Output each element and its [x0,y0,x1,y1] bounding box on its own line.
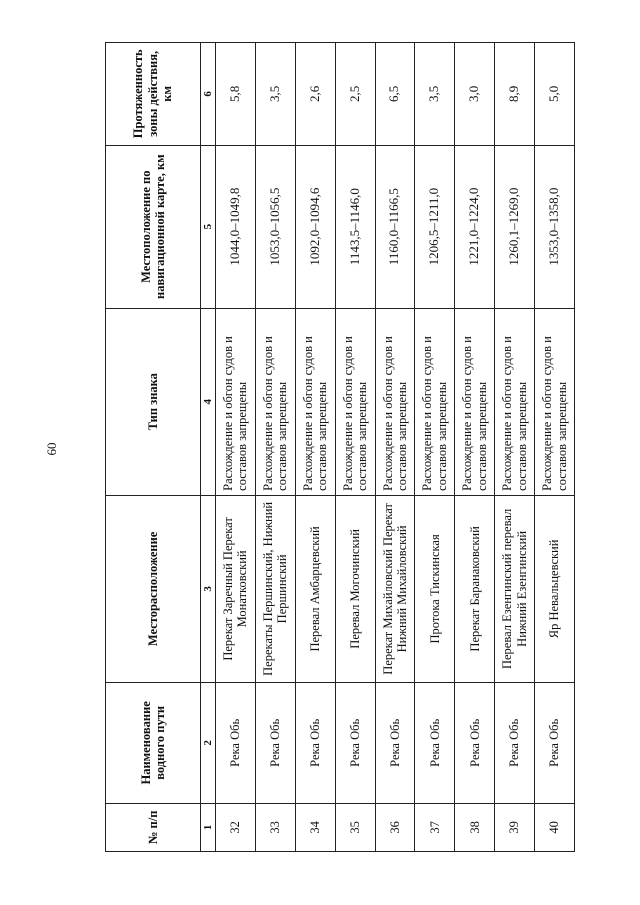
sign-type-cell: Расхождение и обгон судов и составов запрещены [415,308,455,495]
table-row [375,43,415,852]
chart-km-cell: 1221,0–1224,0 [455,145,495,308]
waterway-cell: Река Обь [535,682,575,803]
location-cell: Перевал Езенгинский перевал Нижний Езенгинский [495,495,535,682]
header-number: № п/п [106,803,201,851]
row-number: 36 [375,803,415,851]
length-km-cell: 5,8 [216,43,256,146]
table-row [216,43,256,852]
waterway-cell: Река Обь [255,682,295,803]
length-km-cell: 5,0 [535,43,575,146]
table-row [495,43,535,852]
table-row [455,43,495,852]
waterway-cell: Река Обь [335,682,375,803]
chart-km-cell: 1143,5–1146,0 [335,145,375,308]
location-cell: Перекат Михайловский Перекат Нижний Михайловский [375,495,415,682]
header-chart-km: Местоположение по навигационной карте, км [106,145,201,308]
chart-km-cell: 1260,1–1269,0 [495,145,535,308]
table-header-row [106,43,201,852]
header-sign-type: Тип знака [106,308,201,495]
sign-type-cell: Расхождение и обгон судов и составов запрещены [216,308,256,495]
length-km-cell: 2,5 [335,43,375,146]
sign-type-cell: Расхождение и обгон судов и составов запрещены [255,308,295,495]
table-row [255,43,295,852]
sign-type-cell: Расхождение и обгон судов и составов запрещены [455,308,495,495]
sign-type-cell: Расхождение и обгон судов и составов запрещены [375,308,415,495]
document-table-wrapper [105,42,575,852]
length-km-cell: 3,0 [455,43,495,146]
location-cell: Перекат Баранаковский [455,495,495,682]
column-number: 5 [201,145,216,308]
sign-type-cell: Расхождение и обгон судов и составов запрещены [495,308,535,495]
waterway-cell: Река Обь [415,682,455,803]
chart-km-cell: 1160,0–1166,5 [375,145,415,308]
chart-km-cell: 1353,0–1358,0 [535,145,575,308]
column-number: 1 [201,803,216,851]
chart-km-cell: 1206,5–1211,0 [415,145,455,308]
chart-km-cell: 1044,0–1049,8 [216,145,256,308]
header-length-km: Протяженность зоны действия, км [106,43,201,146]
row-number: 32 [216,803,256,851]
waterway-cell: Река Обь [216,682,256,803]
waterway-cell: Река Обь [455,682,495,803]
row-number: 40 [535,803,575,851]
length-km-cell: 3,5 [415,43,455,146]
row-number: 34 [295,803,335,851]
page-number: 60 [44,442,59,456]
sign-type-cell: Расхождение и обгон судов и составов запрещены [295,308,335,495]
row-number: 37 [415,803,455,851]
row-number: 38 [455,803,495,851]
length-km-cell: 8,9 [495,43,535,146]
sign-type-cell: Расхождение и обгон судов и составов запрещены [535,308,575,495]
waterway-cell: Река Обь [495,682,535,803]
length-km-cell: 6,5 [375,43,415,146]
header-location: Месторасположение [106,495,201,682]
column-number: 2 [201,682,216,803]
waterway-cell: Река Обь [295,682,335,803]
location-cell: Яр Невальцевский [535,495,575,682]
column-number: 6 [201,43,216,146]
row-number: 39 [495,803,535,851]
sign-type-cell: Расхождение и обгон судов и составов запрещены [335,308,375,495]
column-number: 3 [201,495,216,682]
table-row [335,43,375,852]
column-number: 4 [201,308,216,495]
location-cell: Перекат Заречный Перекат Монатковский [216,495,256,682]
table-row [535,43,575,852]
row-number: 35 [335,803,375,851]
navigation-signs-table [105,42,575,852]
header-waterway: Наименование водного пути [106,682,201,803]
table-row [415,43,455,852]
row-number: 33 [255,803,295,851]
chart-km-cell: 1092,0–1094,6 [295,145,335,308]
location-cell: Перевал Амбарцевский [295,495,335,682]
waterway-cell: Река Обь [375,682,415,803]
chart-km-cell: 1053,0–1056,5 [255,145,295,308]
location-cell: Протока Тискинская [415,495,455,682]
length-km-cell: 2,6 [295,43,335,146]
location-cell: Перевал Могочинский [335,495,375,682]
length-km-cell: 3,5 [255,43,295,146]
column-number-row [201,43,216,852]
location-cell: Перекаты Першинский, Нижний Першинский [255,495,295,682]
table-row [295,43,335,852]
